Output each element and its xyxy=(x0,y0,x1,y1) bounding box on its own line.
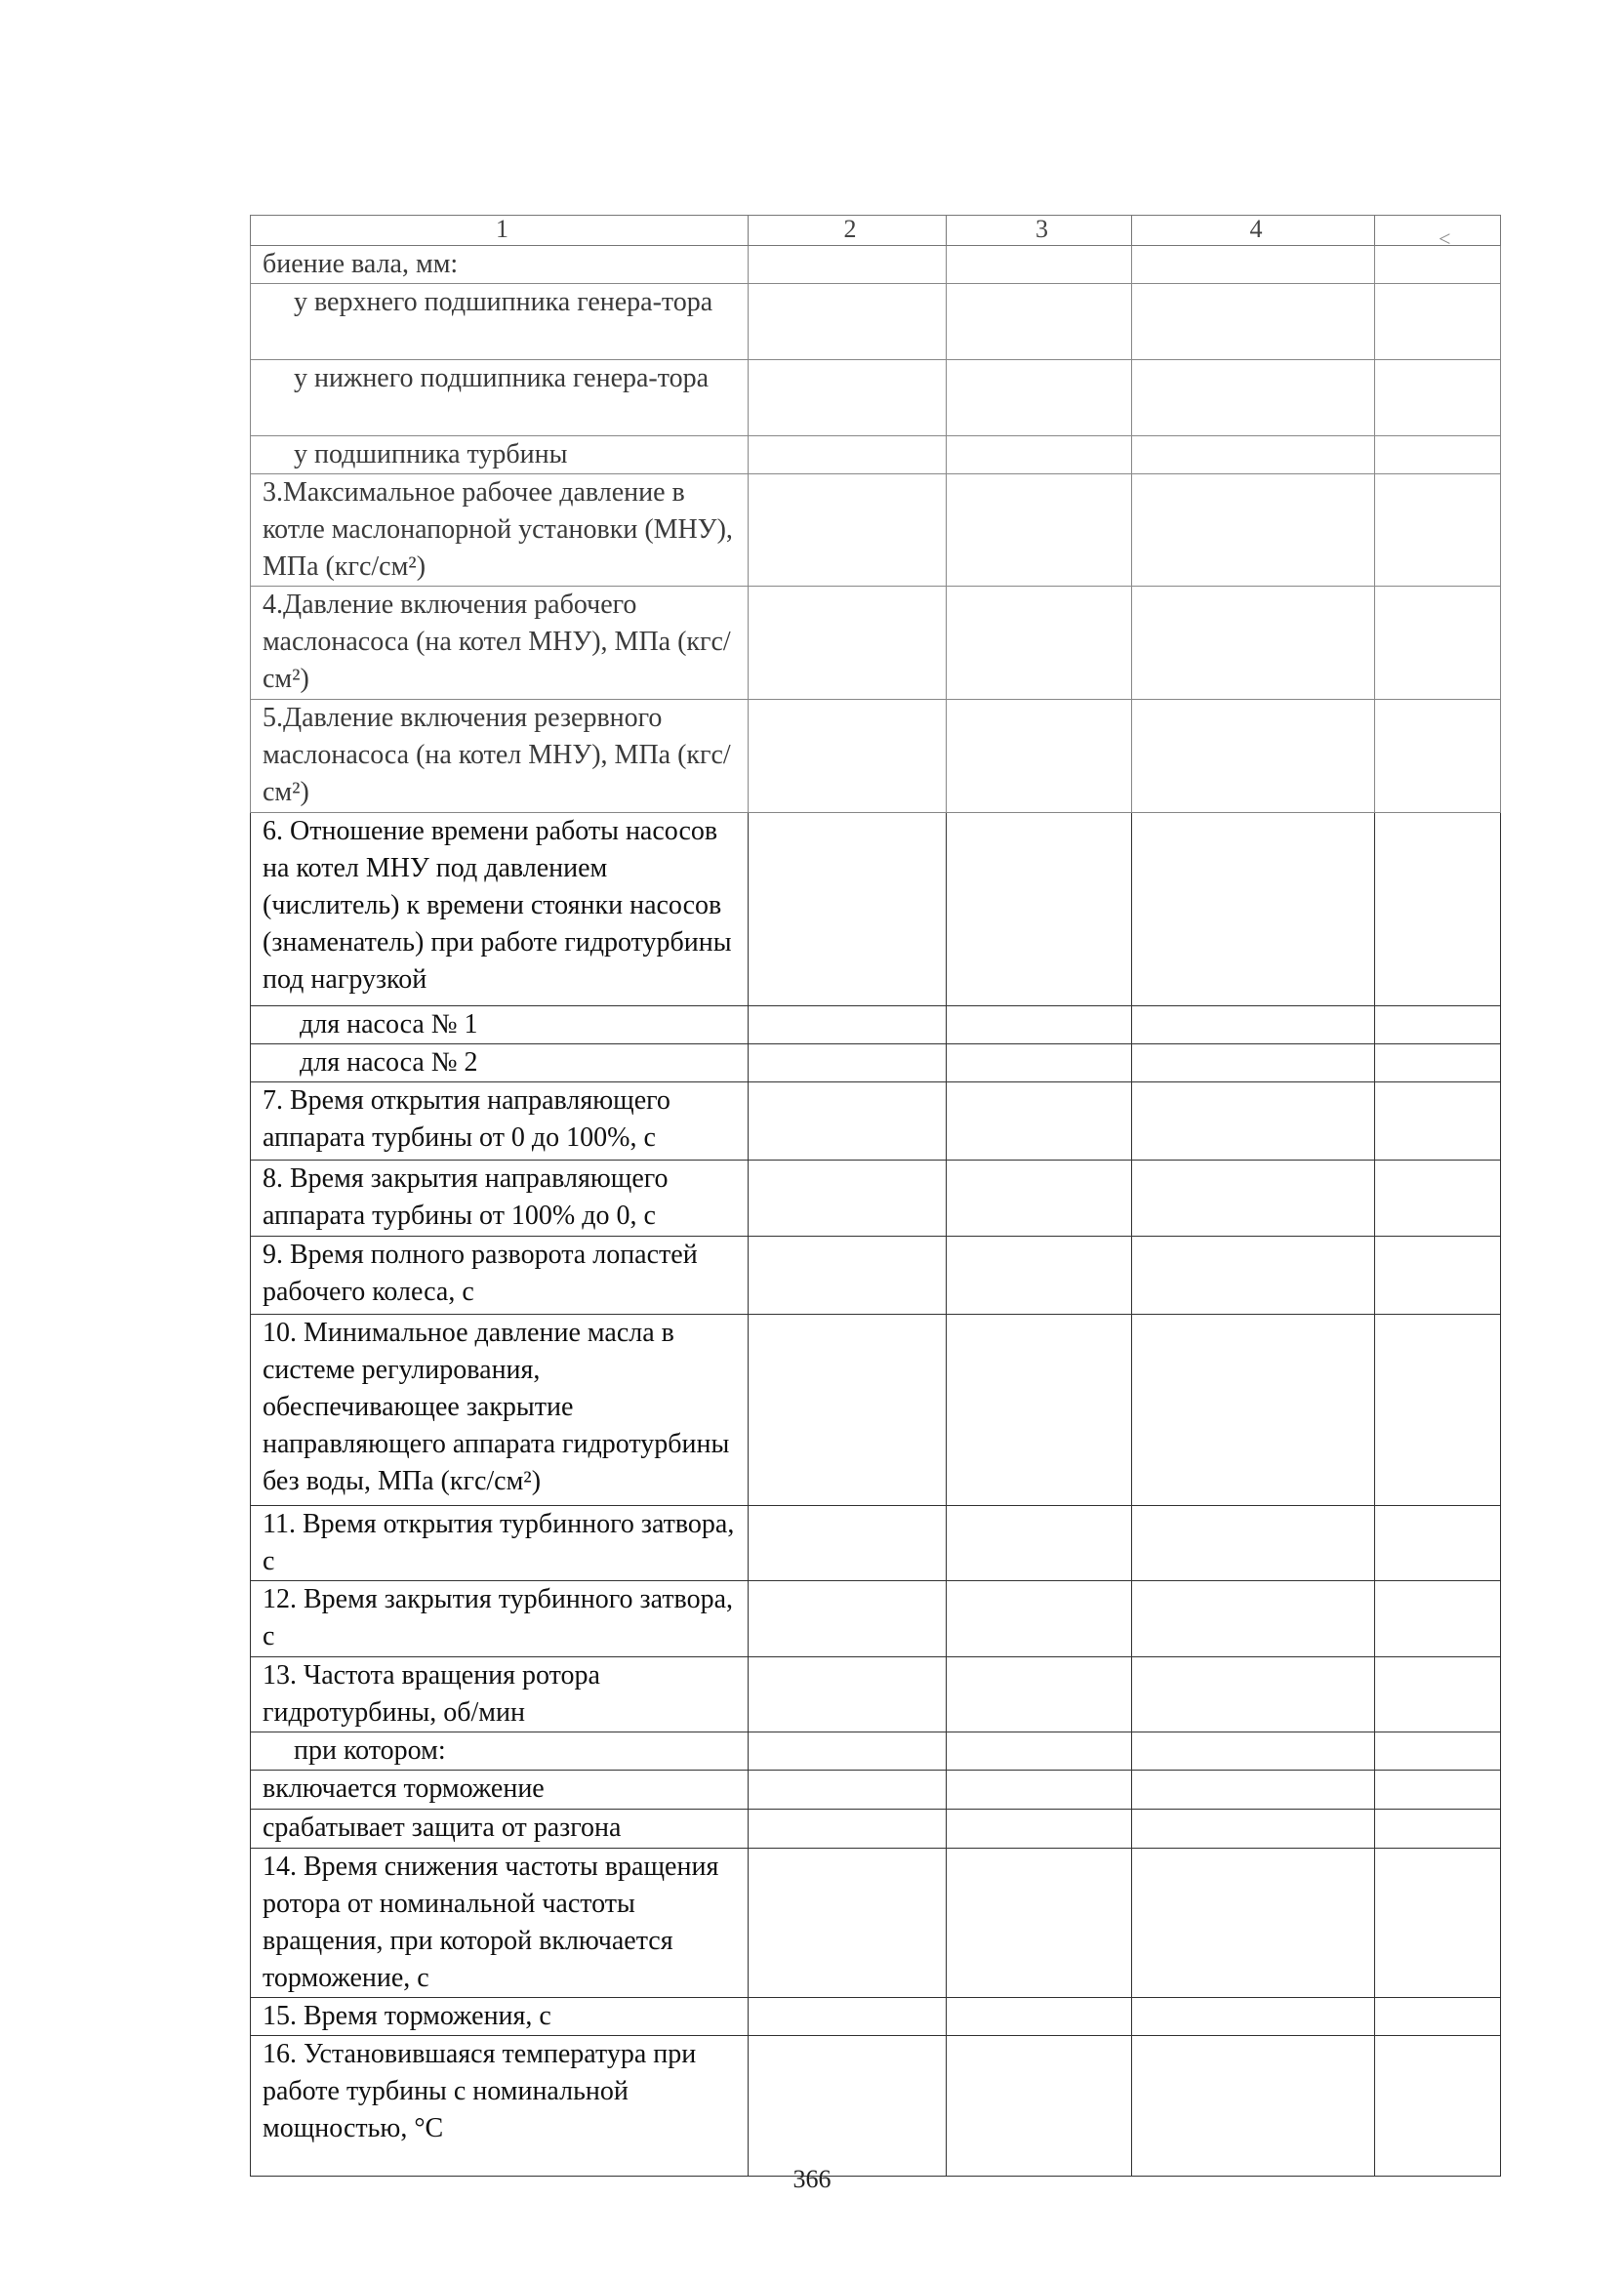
value-cell[interactable] xyxy=(947,1237,1132,1315)
parameter-label: включается торможение xyxy=(251,1771,749,1810)
value-cell[interactable] xyxy=(1132,284,1375,360)
value-cell[interactable] xyxy=(1375,2036,1501,2177)
value-cell[interactable] xyxy=(1375,246,1501,284)
value-cell[interactable] xyxy=(749,1771,947,1810)
value-cell[interactable] xyxy=(947,360,1132,436)
table-row xyxy=(251,360,1501,436)
value-cell[interactable] xyxy=(947,1082,1132,1161)
value-cell[interactable] xyxy=(947,246,1132,284)
parameter-label: у верхнего подшипника генера-тора xyxy=(251,284,749,360)
table-row xyxy=(251,1237,1501,1315)
value-cell[interactable] xyxy=(1132,1082,1375,1161)
value-cell[interactable] xyxy=(1132,1506,1375,1581)
table-row xyxy=(251,1044,1501,1082)
table-row xyxy=(251,1006,1501,1044)
value-cell[interactable] xyxy=(947,1732,1132,1771)
value-cell[interactable] xyxy=(1375,1315,1501,1506)
value-cell[interactable] xyxy=(749,436,947,474)
value-cell[interactable] xyxy=(1375,1237,1501,1315)
parameter-label: 5.Давление включения резервного маслонасоса (на котел МНУ), МПа (кгс/см²) xyxy=(251,700,749,813)
parameter-label: 7. Время открытия направляющего аппарата турбины от 0 до 100%, с xyxy=(251,1082,749,1161)
value-cell[interactable] xyxy=(749,1237,947,1315)
value-cell[interactable] xyxy=(1132,1581,1375,1657)
value-cell[interactable] xyxy=(947,1998,1132,2036)
value-cell[interactable] xyxy=(749,1657,947,1732)
table-row xyxy=(251,1849,1501,1998)
value-cell[interactable] xyxy=(1375,1006,1501,1044)
value-cell[interactable] xyxy=(1375,1998,1501,2036)
value-cell[interactable] xyxy=(1375,1810,1501,1849)
value-cell[interactable] xyxy=(947,1810,1132,1849)
value-cell[interactable] xyxy=(1132,1810,1375,1849)
value-cell[interactable] xyxy=(1375,1657,1501,1732)
value-cell[interactable] xyxy=(1375,1044,1501,1082)
parameter-label: 13. Частота вращения ротора гидротурбины, об/мин xyxy=(251,1657,749,1732)
parameter-label: для насоса № 1 xyxy=(251,1006,749,1044)
value-cell[interactable] xyxy=(749,1998,947,2036)
value-cell[interactable] xyxy=(1375,1082,1501,1161)
value-cell[interactable] xyxy=(749,1082,947,1161)
value-cell[interactable] xyxy=(947,1315,1132,1506)
value-cell[interactable] xyxy=(1375,1849,1501,1998)
value-cell[interactable] xyxy=(749,1506,947,1581)
parameter-label: 14. Время снижения частоты вращения ротора от номинальной частоты вращения, при которой включается торможение, с xyxy=(251,1849,749,1998)
value-cell[interactable] xyxy=(1375,1161,1501,1237)
value-cell[interactable] xyxy=(1132,360,1375,436)
value-cell[interactable] xyxy=(1132,1237,1375,1315)
value-cell[interactable] xyxy=(1375,700,1501,813)
value-cell[interactable] xyxy=(1375,587,1501,700)
value-cell[interactable] xyxy=(749,2036,947,2177)
value-cell[interactable] xyxy=(1375,474,1501,587)
value-cell[interactable] xyxy=(1132,1657,1375,1732)
value-cell[interactable] xyxy=(1132,1161,1375,1237)
value-cell[interactable] xyxy=(749,1161,947,1237)
value-cell[interactable] xyxy=(1132,2036,1375,2177)
value-cell[interactable] xyxy=(1132,1732,1375,1771)
parameter-label: 10. Минимальное давление масла в системе регулирования, обеспечивающее закрытие направляющего аппарата гидротурбины без воды, МПа (кгс/см²) xyxy=(251,1315,749,1506)
value-cell[interactable] xyxy=(947,1006,1132,1044)
value-cell[interactable] xyxy=(749,1732,947,1771)
value-cell[interactable] xyxy=(1375,1506,1501,1581)
value-cell[interactable] xyxy=(947,284,1132,360)
parameter-label: 15. Время торможения, с xyxy=(251,1998,749,2036)
table-row xyxy=(251,1161,1501,1237)
value-cell[interactable] xyxy=(749,360,947,436)
table-body xyxy=(251,216,1501,2177)
header-cell: 3 xyxy=(947,216,1132,246)
value-cell[interactable] xyxy=(947,474,1132,587)
value-cell[interactable] xyxy=(749,246,947,284)
parameter-label: у подшипника турбины xyxy=(251,436,749,474)
value-cell[interactable] xyxy=(1132,474,1375,587)
value-cell[interactable] xyxy=(749,1810,947,1849)
value-cell[interactable] xyxy=(749,1849,947,1998)
header-cell: 1 xyxy=(251,216,749,246)
value-cell[interactable] xyxy=(1375,360,1501,436)
table-row xyxy=(251,284,1501,360)
value-cell[interactable] xyxy=(1132,246,1375,284)
header-row xyxy=(251,216,1501,246)
table-row xyxy=(251,813,1501,1006)
parameter-label: 3.Максимальное рабочее давление в котле маслонапорной установки (МНУ), МПа (кгс/см²) xyxy=(251,474,749,587)
value-cell[interactable] xyxy=(947,587,1132,700)
header-cell xyxy=(1375,216,1501,246)
stray-mark: < xyxy=(1439,226,1451,251)
parameter-label: 12. Время закрытия турбинного затвора, с xyxy=(251,1581,749,1657)
parameter-label: 9. Время полного разворота лопастей рабочего колеса, с xyxy=(251,1237,749,1315)
table-row xyxy=(251,587,1501,700)
parameter-label: при котором: xyxy=(251,1732,749,1771)
value-cell[interactable] xyxy=(1375,1771,1501,1810)
table-row xyxy=(251,1810,1501,1849)
table-row xyxy=(251,246,1501,284)
table-row xyxy=(251,700,1501,813)
value-cell[interactable] xyxy=(749,813,947,1006)
value-cell[interactable] xyxy=(947,436,1132,474)
value-cell[interactable] xyxy=(947,1657,1132,1732)
value-cell[interactable] xyxy=(947,700,1132,813)
value-cell[interactable] xyxy=(1132,1998,1375,2036)
parameter-label: 16. Установившаяся температура при работе турбины с номинальной мощностью, °С xyxy=(251,2036,749,2177)
value-cell[interactable] xyxy=(749,1044,947,1082)
table-row xyxy=(251,474,1501,587)
value-cell[interactable] xyxy=(947,1044,1132,1082)
parameters-table xyxy=(250,215,1501,2177)
value-cell[interactable] xyxy=(749,587,947,700)
value-cell[interactable] xyxy=(1132,1771,1375,1810)
table-row xyxy=(251,1657,1501,1732)
value-cell[interactable] xyxy=(749,1006,947,1044)
value-cell[interactable] xyxy=(947,1581,1132,1657)
value-cell[interactable] xyxy=(1132,813,1375,1006)
parameter-label: 8. Время закрытия направляющего аппарата турбины от 100% до 0, с xyxy=(251,1161,749,1237)
page-number: 366 xyxy=(792,2165,832,2193)
value-cell[interactable] xyxy=(1375,284,1501,360)
table-row xyxy=(251,2036,1501,2177)
parameter-label: для насоса № 2 xyxy=(251,1044,749,1082)
parameter-label: 6. Отношение времени работы насосов на котел МНУ под давлением (числитель) к времени стоянки насосов (знаменатель) при работе гидротурбины под нагрузкой xyxy=(251,813,749,1006)
parameter-label: биение вала, мм: xyxy=(251,246,749,284)
parameter-label: 4.Давление включения рабочего маслонасоса (на котел МНУ), МПа (кгс/см²) xyxy=(251,587,749,700)
value-cell[interactable] xyxy=(1132,1006,1375,1044)
value-cell[interactable] xyxy=(1132,700,1375,813)
value-cell[interactable] xyxy=(947,1849,1132,1998)
table-row xyxy=(251,1998,1501,2036)
value-cell[interactable] xyxy=(1375,1581,1501,1657)
table-row xyxy=(251,1315,1501,1506)
value-cell[interactable] xyxy=(1132,1849,1375,1998)
table-row xyxy=(251,1506,1501,1581)
value-cell[interactable] xyxy=(947,1161,1132,1237)
table-row xyxy=(251,1771,1501,1810)
value-cell[interactable] xyxy=(1132,587,1375,700)
value-cell[interactable] xyxy=(947,2036,1132,2177)
table-row xyxy=(251,1082,1501,1161)
header-cell: 4 xyxy=(1132,216,1375,246)
value-cell[interactable] xyxy=(749,474,947,587)
table-row xyxy=(251,1581,1501,1657)
value-cell[interactable] xyxy=(947,1506,1132,1581)
value-cell[interactable] xyxy=(749,1581,947,1657)
value-cell[interactable] xyxy=(1375,813,1501,1006)
header-cell: 2 xyxy=(749,216,947,246)
value-cell[interactable] xyxy=(947,813,1132,1006)
table-row xyxy=(251,1732,1501,1771)
value-cell[interactable] xyxy=(749,284,947,360)
table-row xyxy=(251,436,1501,474)
parameter-label: 11. Время открытия турбинного затвора, с xyxy=(251,1506,749,1581)
value-cell[interactable] xyxy=(749,1315,947,1506)
parameter-label: у нижнего подшипника генера-тора xyxy=(251,360,749,436)
value-cell[interactable] xyxy=(1132,1315,1375,1506)
parameter-label: срабатывает защита от разгона xyxy=(251,1810,749,1849)
value-cell[interactable] xyxy=(1375,1732,1501,1771)
value-cell[interactable] xyxy=(1132,436,1375,474)
value-cell[interactable] xyxy=(1375,436,1501,474)
value-cell[interactable] xyxy=(947,1771,1132,1810)
value-cell[interactable] xyxy=(1132,1044,1375,1082)
value-cell[interactable] xyxy=(749,700,947,813)
